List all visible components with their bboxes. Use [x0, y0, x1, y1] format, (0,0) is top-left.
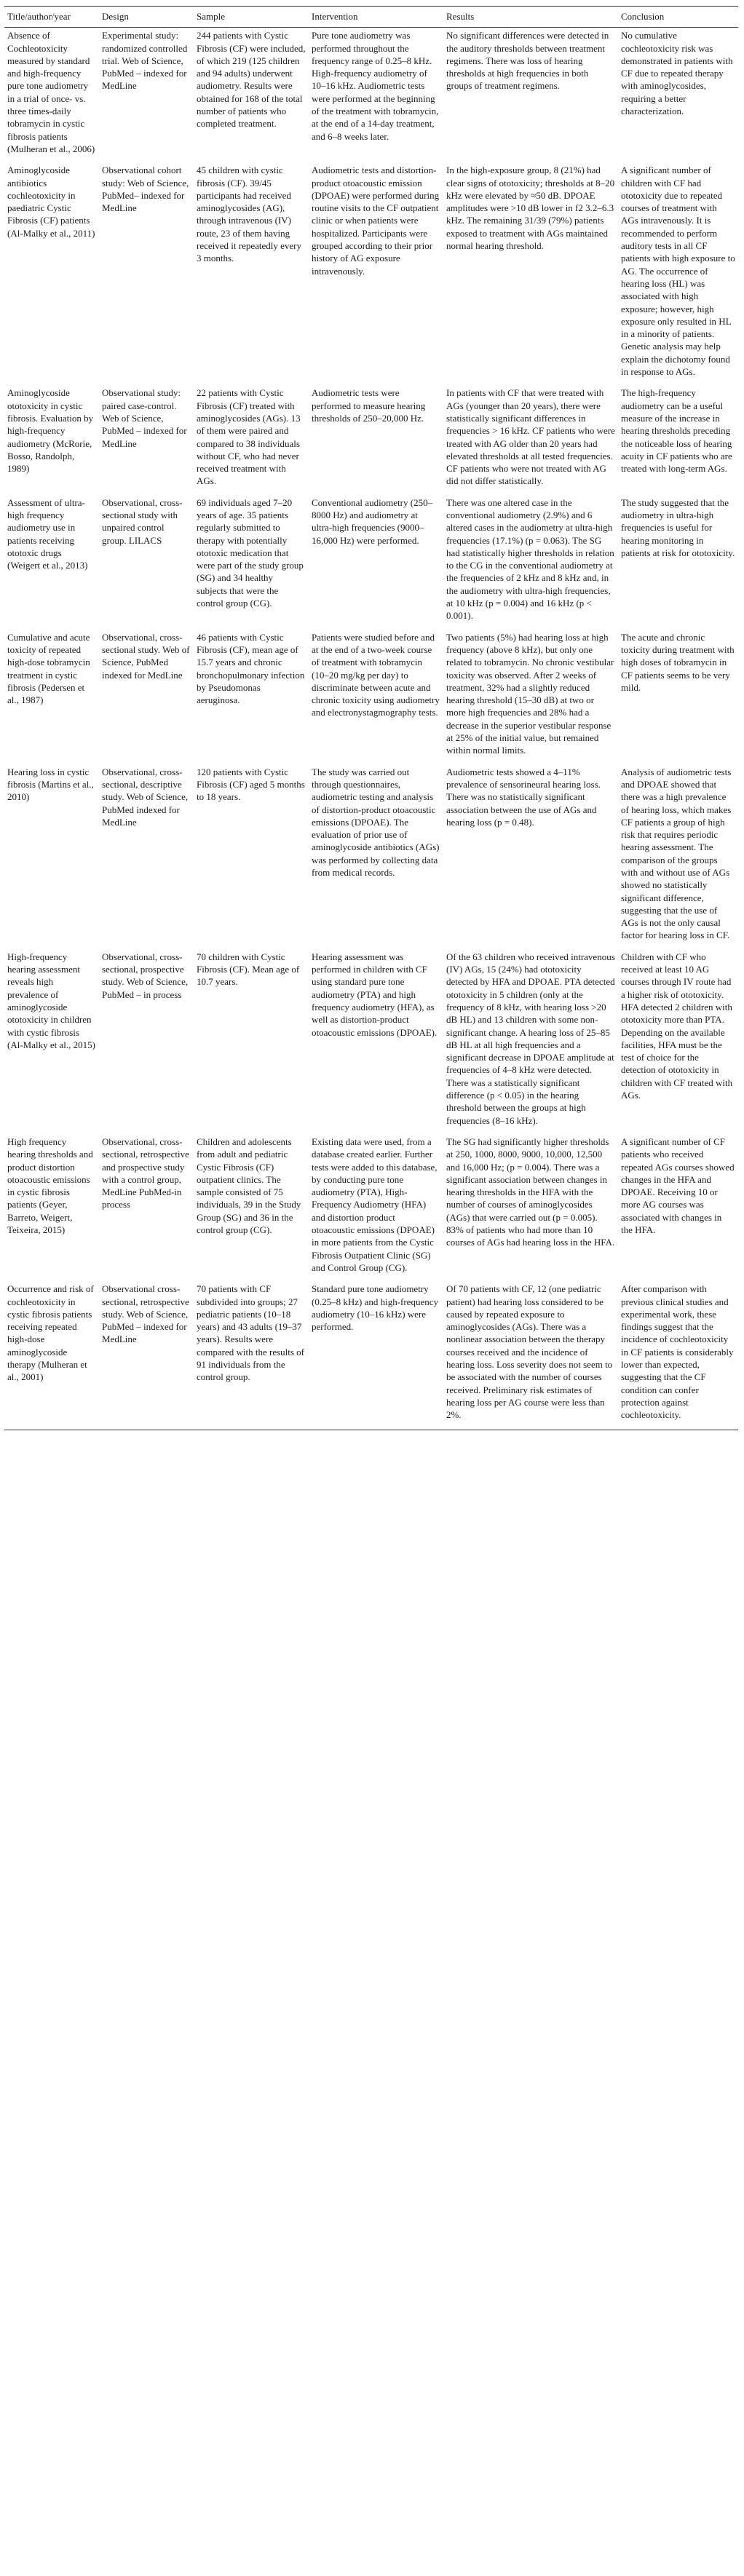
table-row — [4, 1136, 738, 1283]
table-row — [4, 28, 738, 164]
cell-intervention: Pure tone audiometry was performed throughout the frequency range of 0.25–8 kHz. High-frequency audiometry of 10–16 kHz. Audiometric tests were performed at the beginning of the treatment with tobramycin, at the end of a 14-day treatment, and 6–8 weeks later. — [312, 30, 439, 142]
cell-sample: Children and adolescents from adult and pediatric Cystic Fibrosis (CF) outpatient clinics. The sample consisted of 75 individuals, 39 in the Study Group (SG) and 36 in the control group (CG). — [197, 1136, 301, 1236]
cell-results: Of the 63 children who received intravenous (IV) AGs, 15 (24%) had ototoxicity detected by HFA and DPOAE. PTA detected ototoxicity in 5 children (only at the frequency of 8 kHz, with hearing loss >20 dB HL) and 13 children with some non-significant change. A hearing loss of 25–85 dB HL at all high frequencies and a significant decrease in DPOAE amplitude at frequencies of 4–8 kHz were detected. There was a statistically significant difference (p < 0.05) in the hearing threshold between the groups at high frequencies (8–16 kHz). — [446, 951, 615, 1126]
header-title-author-year: Title/author/year — [4, 7, 99, 28]
studies-table — [4, 6, 738, 1430]
cell-design: Observational, cross-sectional study with unpaired control group. LILACS — [102, 496, 183, 546]
cell-results: The SG had significantly higher thresholds at 250, 1000, 8000, 9000, 10,000, 12,500 and 16,000 Hz; (p = 0.004). There was a significant association between changes in hearing thresholds in the HFA with the number of courses of aminoglycosides (AGs) that were carried out (p = 0.005). 83% of patients who had more than 10 courses of AGs had hearing loss in the HFA. — [446, 1136, 615, 1248]
cell-intervention: The study was carried out through questionnaires, audiometric testing and analysis of distortion-product otoacoustic emissions (DPOAE). The evaluation of prior use of aminoglycoside antibiotics (AGs) was performed by collecting data from medical records. — [312, 766, 440, 878]
cell-conclusion: Analysis of audiometric tests and DPOAE showed that there was a high prevalence of hearing loss, which makes CF patients a group of high risk that requires periodic hearing assessment. The comparison of the groups with and without use of AGs showed no statistically significant difference, suggesting that the use of AGs is not the only causal factor for hearing loss in CF. — [621, 766, 732, 941]
table-row — [4, 164, 738, 387]
cell-title: High-frequency hearing assessment reveals high prevalence of aminoglycoside ototoxicity in children with cystic fibrosis (Al-Malky et al., 2015) — [7, 951, 95, 1050]
header-sample: Sample — [194, 7, 309, 28]
cell-conclusion: After comparison with previous clinical studies and experimental work, these findings suggest that the incidence of cochleotoxicity in CF patients is considerably lower than expected, suggesting that the CF condition can confer protection against cochleotoxicity. — [618, 1283, 738, 1430]
table-row — [4, 951, 738, 1136]
cell-intervention: Patients were studied before and at the end of a two-week course of treatment with tobramycin (10–20 mg/kg per day) to discriminate between acute and chronic toxicity using audiometry and electronystagmography tests. — [312, 631, 440, 718]
cell-design: Observational study: paired case-control. Web of Science, PubMed – indexed for MedLine — [102, 387, 187, 449]
cell-sample: 69 individuals aged 7–20 years of age. 35 patients regularly submitted to therapy with potentially ototoxic medication that were part of the study group (SG) and 34 healthy subjects that were the control group (CG). — [197, 496, 304, 609]
cell-sample: 46 patients with Cystic Fibrosis (CF), mean age of 15.7 years and chronic bronchopulmonary infection by Pseudomonas aeruginosa. — [197, 631, 305, 706]
header-design: Design — [99, 7, 194, 28]
cell-sample: 45 children with cystic fibrosis (CF). 39/45 participants had received aminoglycosides (AG), through intravenous (IV) route, 23 of them having received it repeatedly every 3 months. — [197, 165, 301, 264]
cell-results: There was one altered case in the conventional audiometry (2.9%) and 6 altered cases in the audiometry at ultra-high frequencies (17.1%) (p = 0.063). The SG had statistically higher thresholds in relation to the CG in the conventional audiometry at the frequencies of 2 kHz and 8 kHz and, in the audiometry with ultra-high frequencies, at 10 kHz (p = 0.004) and 16 kHz (p < 0.001). — [446, 496, 614, 622]
cell-design: Observational, cross-sectional, retrospective and prospective study with a control group, MedLine PubMed-in process — [102, 1136, 189, 1210]
cell-intervention: Audiometric tests were performed to measure hearing thresholds of 250–20,000 Hz. — [312, 387, 426, 424]
header-results: Results — [443, 7, 618, 28]
cell-sample: 120 patients with Cystic Fibrosis (CF) aged 5 months to 18 years. — [197, 766, 305, 803]
header-conclusion: Conclusion — [618, 7, 738, 28]
cell-conclusion: The high-frequency audiometry can be a useful measure of the increase in hearing thresholds preceding the noticeable loss of hearing acuity in CF patients who are treated with long-term AGs. — [621, 387, 732, 475]
cell-sample: 70 patients with CF subdivided into groups; 27 pediatric patients (10–18 years) and 43 adults (19–37 years). Results were compared with the results of 91 individuals from the control group. — [194, 1283, 309, 1430]
cell-results: No significant differences were detected in the auditory thresholds between treatment regimens. There was loss of hearing thresholds at high frequencies in both groups of treatment regimens. — [446, 30, 609, 92]
cell-title: High frequency hearing thresholds and product distortion otoacoustic emissions in cystic fibrosis patients (Geyer, Barreto, Weigert, Teixeira, 2015) — [7, 1136, 93, 1236]
cell-design: Experimental study: randomized controlled trial. Web of Science, PubMed – indexed for MedLine — [102, 30, 188, 92]
cell-title: Assessment of ultra-high frequency audiometry use in patients receiving ototoxic drugs (Weigert et al., 2013) — [7, 496, 88, 571]
cell-title: Aminoglycoside ototoxicity in cystic fibrosis. Evaluation by high-frequency audiometry (McRorie, Bosso, Randolph, 1989) — [7, 387, 94, 475]
cell-sample: 22 patients with Cystic Fibrosis (CF) treated with aminoglycosides (AGs). 13 of them were paired and compared to 38 individuals without CF, who had never received treatment with AGs. — [197, 387, 301, 487]
cell-conclusion: The study suggested that the audiometry in ultra-high frequencies is useful for hearing monitoring in patients at risk for ototoxicity. — [621, 496, 735, 558]
cell-intervention: Conventional audiometry (250–8000 Hz) and audiometry at ultra-high frequencies (9000–16,000 Hz) were performed. — [312, 496, 433, 546]
cell-conclusion: No cumulative cochleotoxicity risk was demonstrated in patients with CF due to repeated therapy with aminoglycosides, requiring a better characterization. — [621, 30, 733, 117]
table-header-row — [4, 7, 738, 28]
cell-conclusion: Children with CF who received at least 10 AG courses through IV route had a higher risk of ototoxicity. HFA detected 2 children with ototoxicity more than PTA. Depending on the available facilities, HFA must be the test of choice for the detection of ototoxicity in children with CF treated with AGs. — [621, 951, 733, 1101]
cell-intervention: Standard pure tone audiometry (0.25–8 kHz) and high-frequency audiometry (10–16 kHz) were performed. — [309, 1283, 443, 1430]
cell-design: Observational, cross-sectional, descriptive study. Web of Science, PubMed indexed for MedLine — [102, 766, 189, 828]
cell-intervention: Existing data were used, from a database created earlier. Further tests were added to this database, by conducting pure tone audiometry (PTA), High-Frequency Audiometry (HFA) and distortion product otoacoustic emissions (DPOAE) in more patients from the Cystic Fibrosis Outpatient Clinic (SG) and Control Group (CG). — [312, 1136, 438, 1273]
table-row — [4, 387, 738, 496]
header-intervention: Intervention — [309, 7, 443, 28]
cell-title: Aminoglycoside antibiotics cochleotoxicity in paediatric Cystic Fibrosis (CF) patients (Al-Malky et al., 2011) — [7, 165, 95, 239]
cell-conclusion: A significant number of children with CF had ototoxicity due to repeated courses of treatment with AGs intravenously. It is recommended to perform auditory tests in all CF patients with high exposure to AG. The occurrence of hearing loss (HL) was associated with high exposure; however, high exposure only resulted in HL in a minority of patients. Genetic analysis may help explain the dichotomy found in response to AGs. — [621, 165, 735, 378]
cell-title: Cumulative and acute toxicity of repeated high-dose tobramycin treatment in cystic fibrosis (Pedersen et al., 1987) — [7, 631, 90, 706]
cell-results: In patients with CF that were treated with AGs (younger than 20 years), there were statistically significant differences in frequencies > 16 kHz. CF patients who were treated with AG older than 20 years had elevated thresholds at all tested frequencies. CF patients who were not treated with AG did not differ statistically. — [446, 387, 615, 487]
cell-conclusion: A significant number of CF patients who received repeated AGs courses showed changes in the HFA and DPOAE. Receiving 10 or more AG courses was associated with changes in the HFA. — [621, 1136, 735, 1236]
cell-conclusion: The acute and chronic toxicity during treatment with high doses of tobramycin in CF patients seems to be very mild. — [621, 631, 735, 693]
cell-title: Hearing loss in cystic fibrosis (Martins et al., 2010) — [7, 766, 94, 803]
cell-design: Observational cross-sectional, retrospective study. Web of Science, PubMed – indexed for MedLine — [99, 1283, 194, 1430]
table-row — [4, 1283, 738, 1430]
table-row — [4, 496, 738, 631]
cell-sample: 244 patients with Cystic Fibrosis (CF) were included, of which 219 (125 children and 94 adults) underwent audiometry. Results were obtained for 168 of the total number of patients who completed treatment. — [197, 30, 306, 130]
cell-results: Two patients (5%) had hearing loss at high frequency (above 8 kHz), but only one related to tobramycin. No chronic vestibular toxicity was observed. After 2 weeks of treatment, 32% had a slightly reduced hearing threshold (15–30 dB) at two or more high frequencies and 28% had a decrease in the superior vestibular response at 25% of the initial value, but remained within normal limits. — [446, 631, 614, 756]
table-row — [4, 631, 738, 766]
cell-title: Absence of Cochleotoxicity measured by standard and high-frequency pure tone audiometry in a trial of once- vs. three times-daily tobramycin in cystic fibrosis patients (Mulheran et al., 2006) — [7, 30, 95, 154]
cell-intervention: Hearing assessment was performed in children with CF using standard pure tone audiometry (PTA) and high frequency audiometry (HFA), as well as distortion-product otoacoustic emissions (DPOAE). — [312, 951, 438, 1038]
cell-results: In the high-exposure group, 8 (21%) had clear signs of ototoxicity; thresholds at 8–20 kHz were elevated by ≈50 dB. DPOAE amplitudes were >10 dB lower in f2 3.2–6.3 kHz. The remaining 31/39 (79%) patients exposed to treatment with AGs maintained normal hearing threshold. — [446, 165, 615, 252]
cell-design: Observational, cross-sectional, prospective study. Web of Science, PubMed – in process — [102, 951, 189, 1000]
cell-design: Observational cohort study: Web of Science, PubMed– indexed for MedLine — [102, 165, 189, 214]
table-row — [4, 766, 738, 951]
cell-intervention: Audiometric tests and distortion-product otoacoustic emission (DPOAE) were performed during routine visits to the CF outpatient clinic or when patients were hospitalized. Participants were grouped according to their prior history of AG exposure intravenously. — [312, 165, 440, 277]
cell-results: Audiometric tests showed a 4–11% prevalence of sensorineural hearing loss. There was no statistically significant association between the use of AGs and hearing loss (p = 0.48). — [446, 766, 601, 828]
cell-sample: 70 children with Cystic Fibrosis (CF). Mean age of 10.7 years. — [197, 951, 300, 988]
cell-results: Of 70 patients with CF, 12 (one pediatric patient) had hearing loss considered to be caused by repeated exposure to aminoglycosides (AGs). There was a nonlinear association between the therapy courses received and the incidence of hearing loss. Loss severity does not seem to be associated with the number of courses received. Preliminary risk estimates of hearing loss per AG course were less than 2%. — [443, 1283, 618, 1430]
cell-design: Observational, cross-sectional study. Web of Science, PubMed indexed for MedLine — [102, 631, 190, 681]
cell-title: Occurrence and risk of cochleotoxicity in cystic fibrosis patients receiving repeated high-dose aminoglycoside therapy (Mulheran et al., 2001) — [4, 1283, 99, 1430]
